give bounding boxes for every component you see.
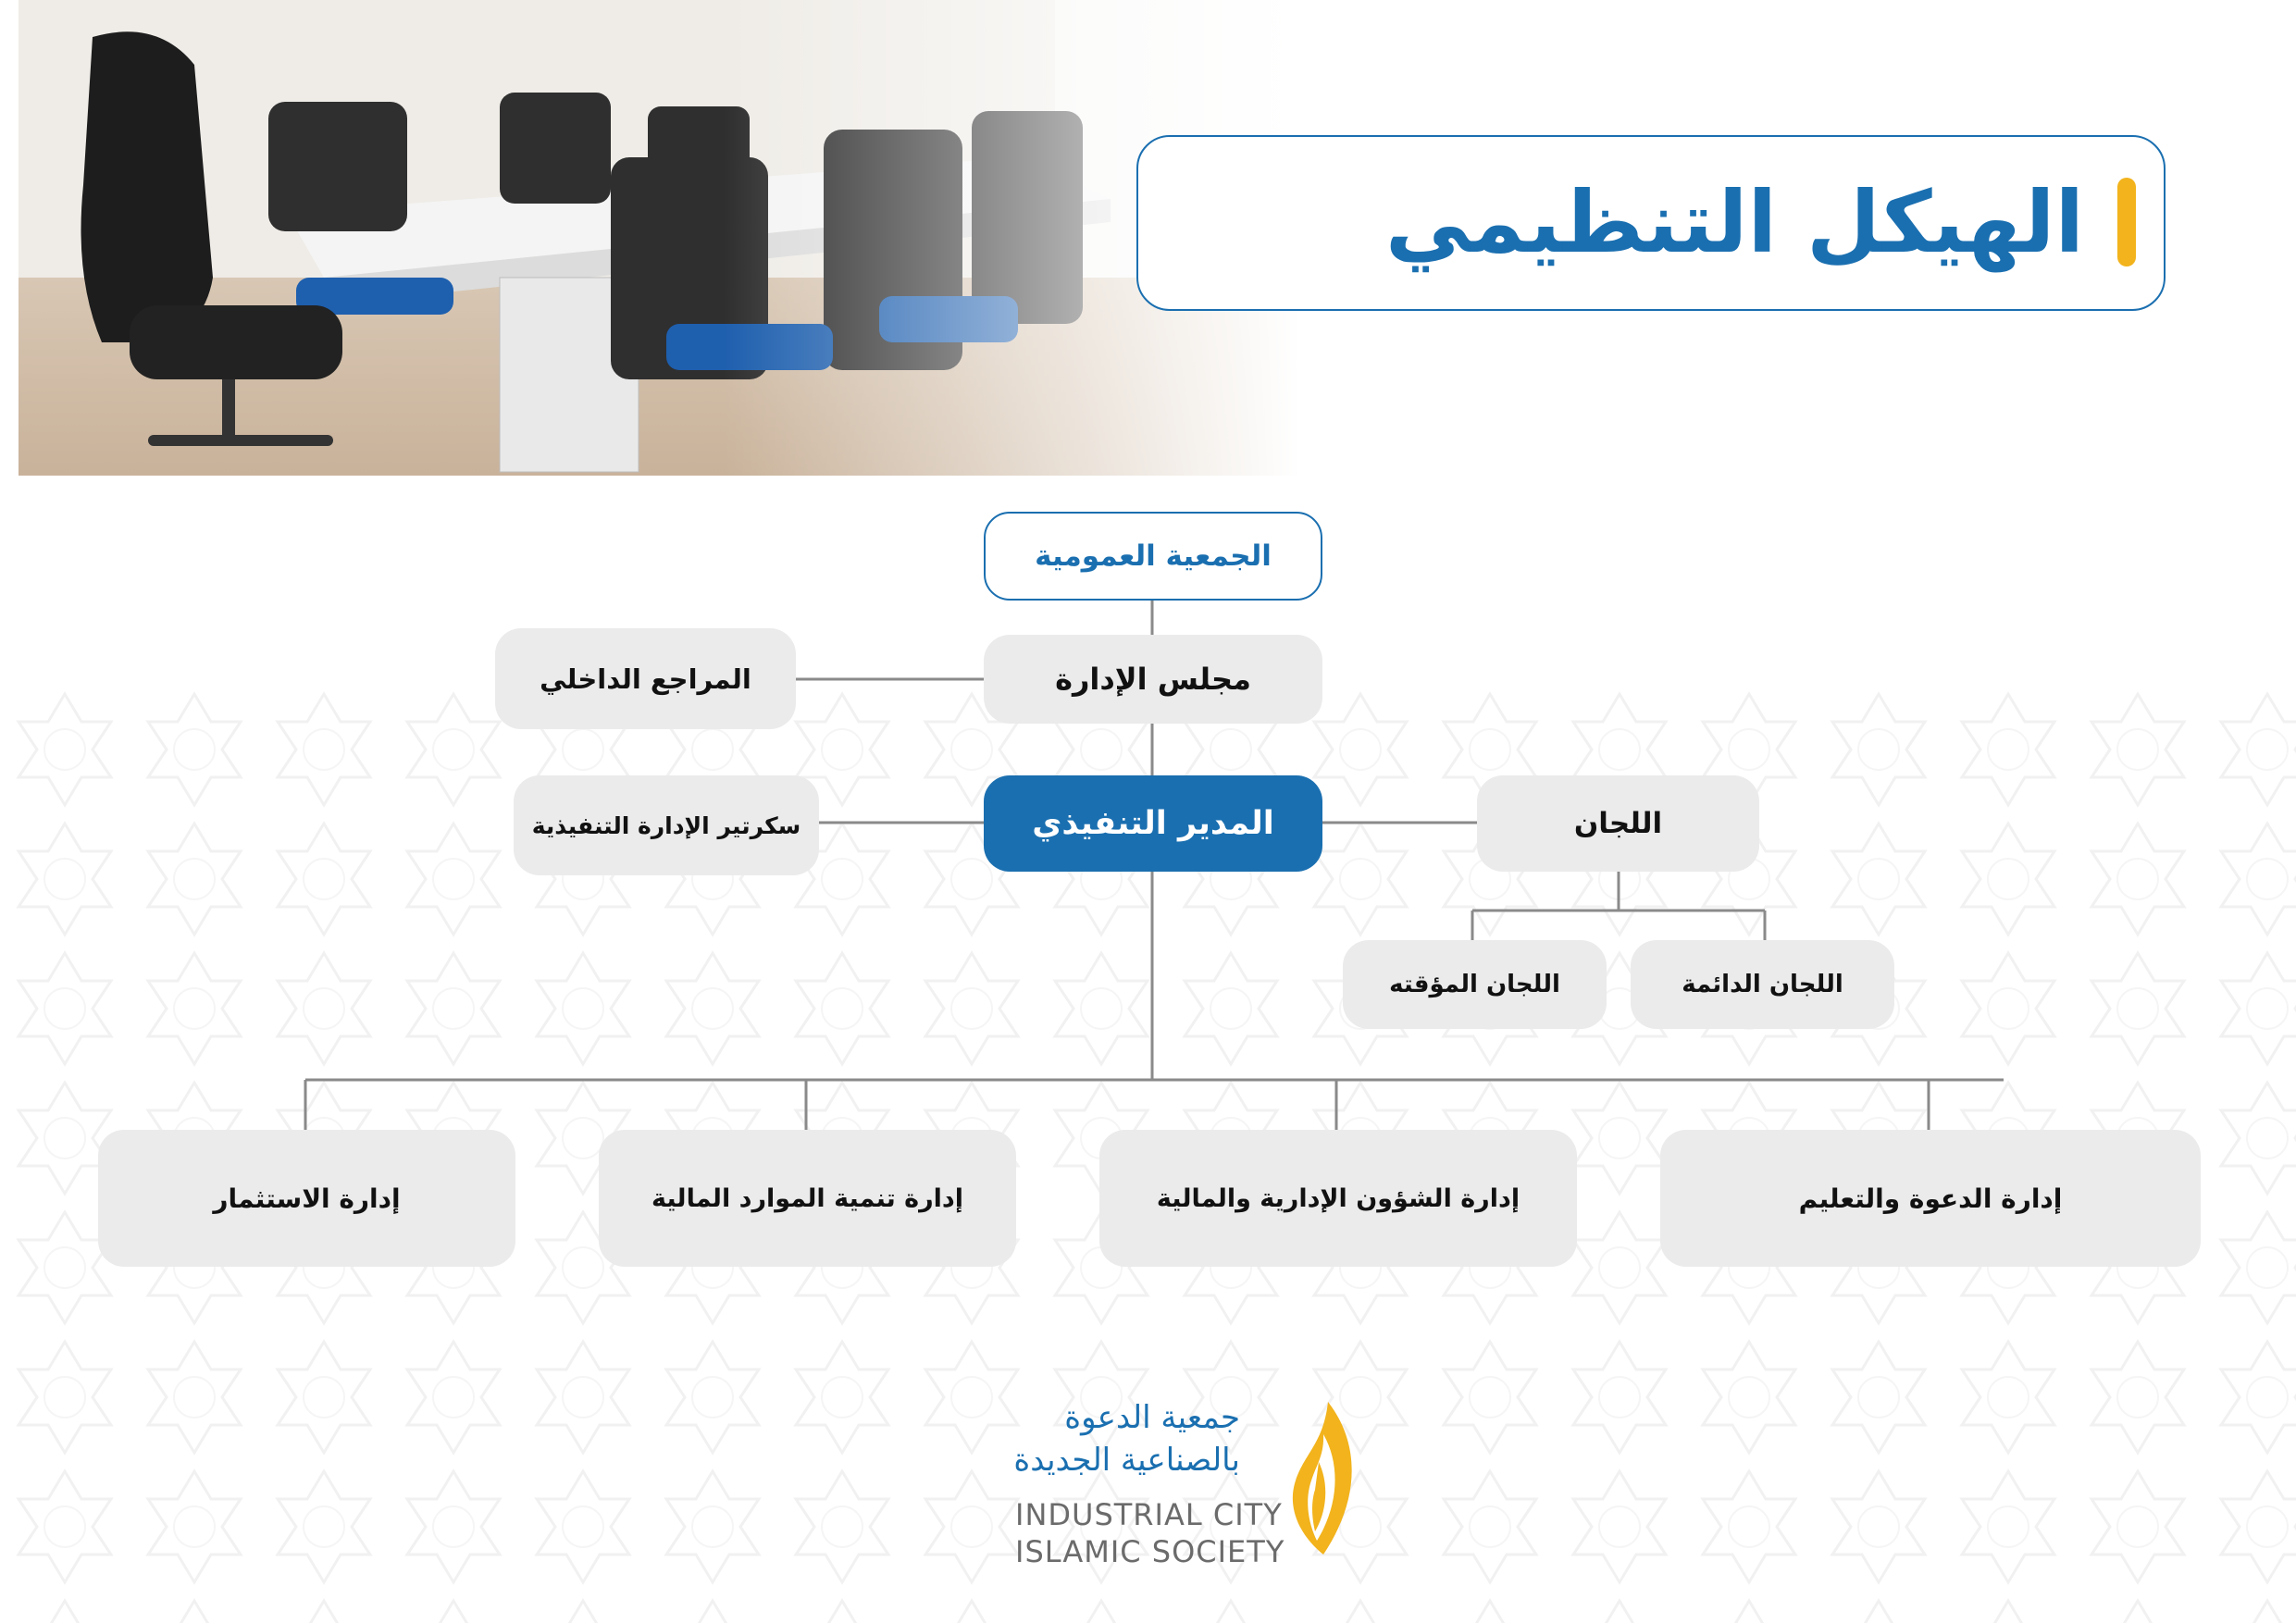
node-permanent-committees: اللجان الدائمة bbox=[1631, 940, 1894, 1029]
logo-english-line2: ISLAMIC SOCIETY bbox=[1015, 1534, 1285, 1564]
node-general-assembly: الجمعية العمومية bbox=[984, 512, 1322, 601]
page-title: الهيكل التنظيمي bbox=[1384, 173, 2084, 272]
node-dept-financial-resources: إدارة تنمية الموارد المالية bbox=[599, 1130, 1016, 1267]
node-dept-admin-finance: إدارة الشؤون الإدارية والمالية bbox=[1099, 1130, 1577, 1267]
flame-icon bbox=[1272, 1397, 1365, 1564]
logo-english-line1: INDUSTRIAL CITY bbox=[1015, 1497, 1283, 1532]
node-internal-auditor: المراجع الداخلي bbox=[495, 628, 796, 729]
node-executive-director: المدير التنفيذي bbox=[984, 775, 1322, 872]
node-committees: اللجان bbox=[1477, 775, 1759, 872]
node-dept-dawah-education: إدارة الدعوة والتعليم bbox=[1660, 1130, 2201, 1267]
node-executive-secretary: سكرتير الإدارة التنفيذية bbox=[514, 775, 819, 875]
node-board: مجلس الإدارة bbox=[984, 635, 1322, 724]
node-dept-investment: إدارة الاستثمار bbox=[98, 1130, 515, 1267]
node-temporary-committees: اللجان المؤقته bbox=[1343, 940, 1607, 1029]
logo-arabic-line1: جمعية الدعوة bbox=[1064, 1399, 1240, 1436]
society-logo bbox=[1013, 1388, 1365, 1564]
logo-arabic-line2: بالصناعية الجديدة bbox=[1013, 1442, 1240, 1479]
